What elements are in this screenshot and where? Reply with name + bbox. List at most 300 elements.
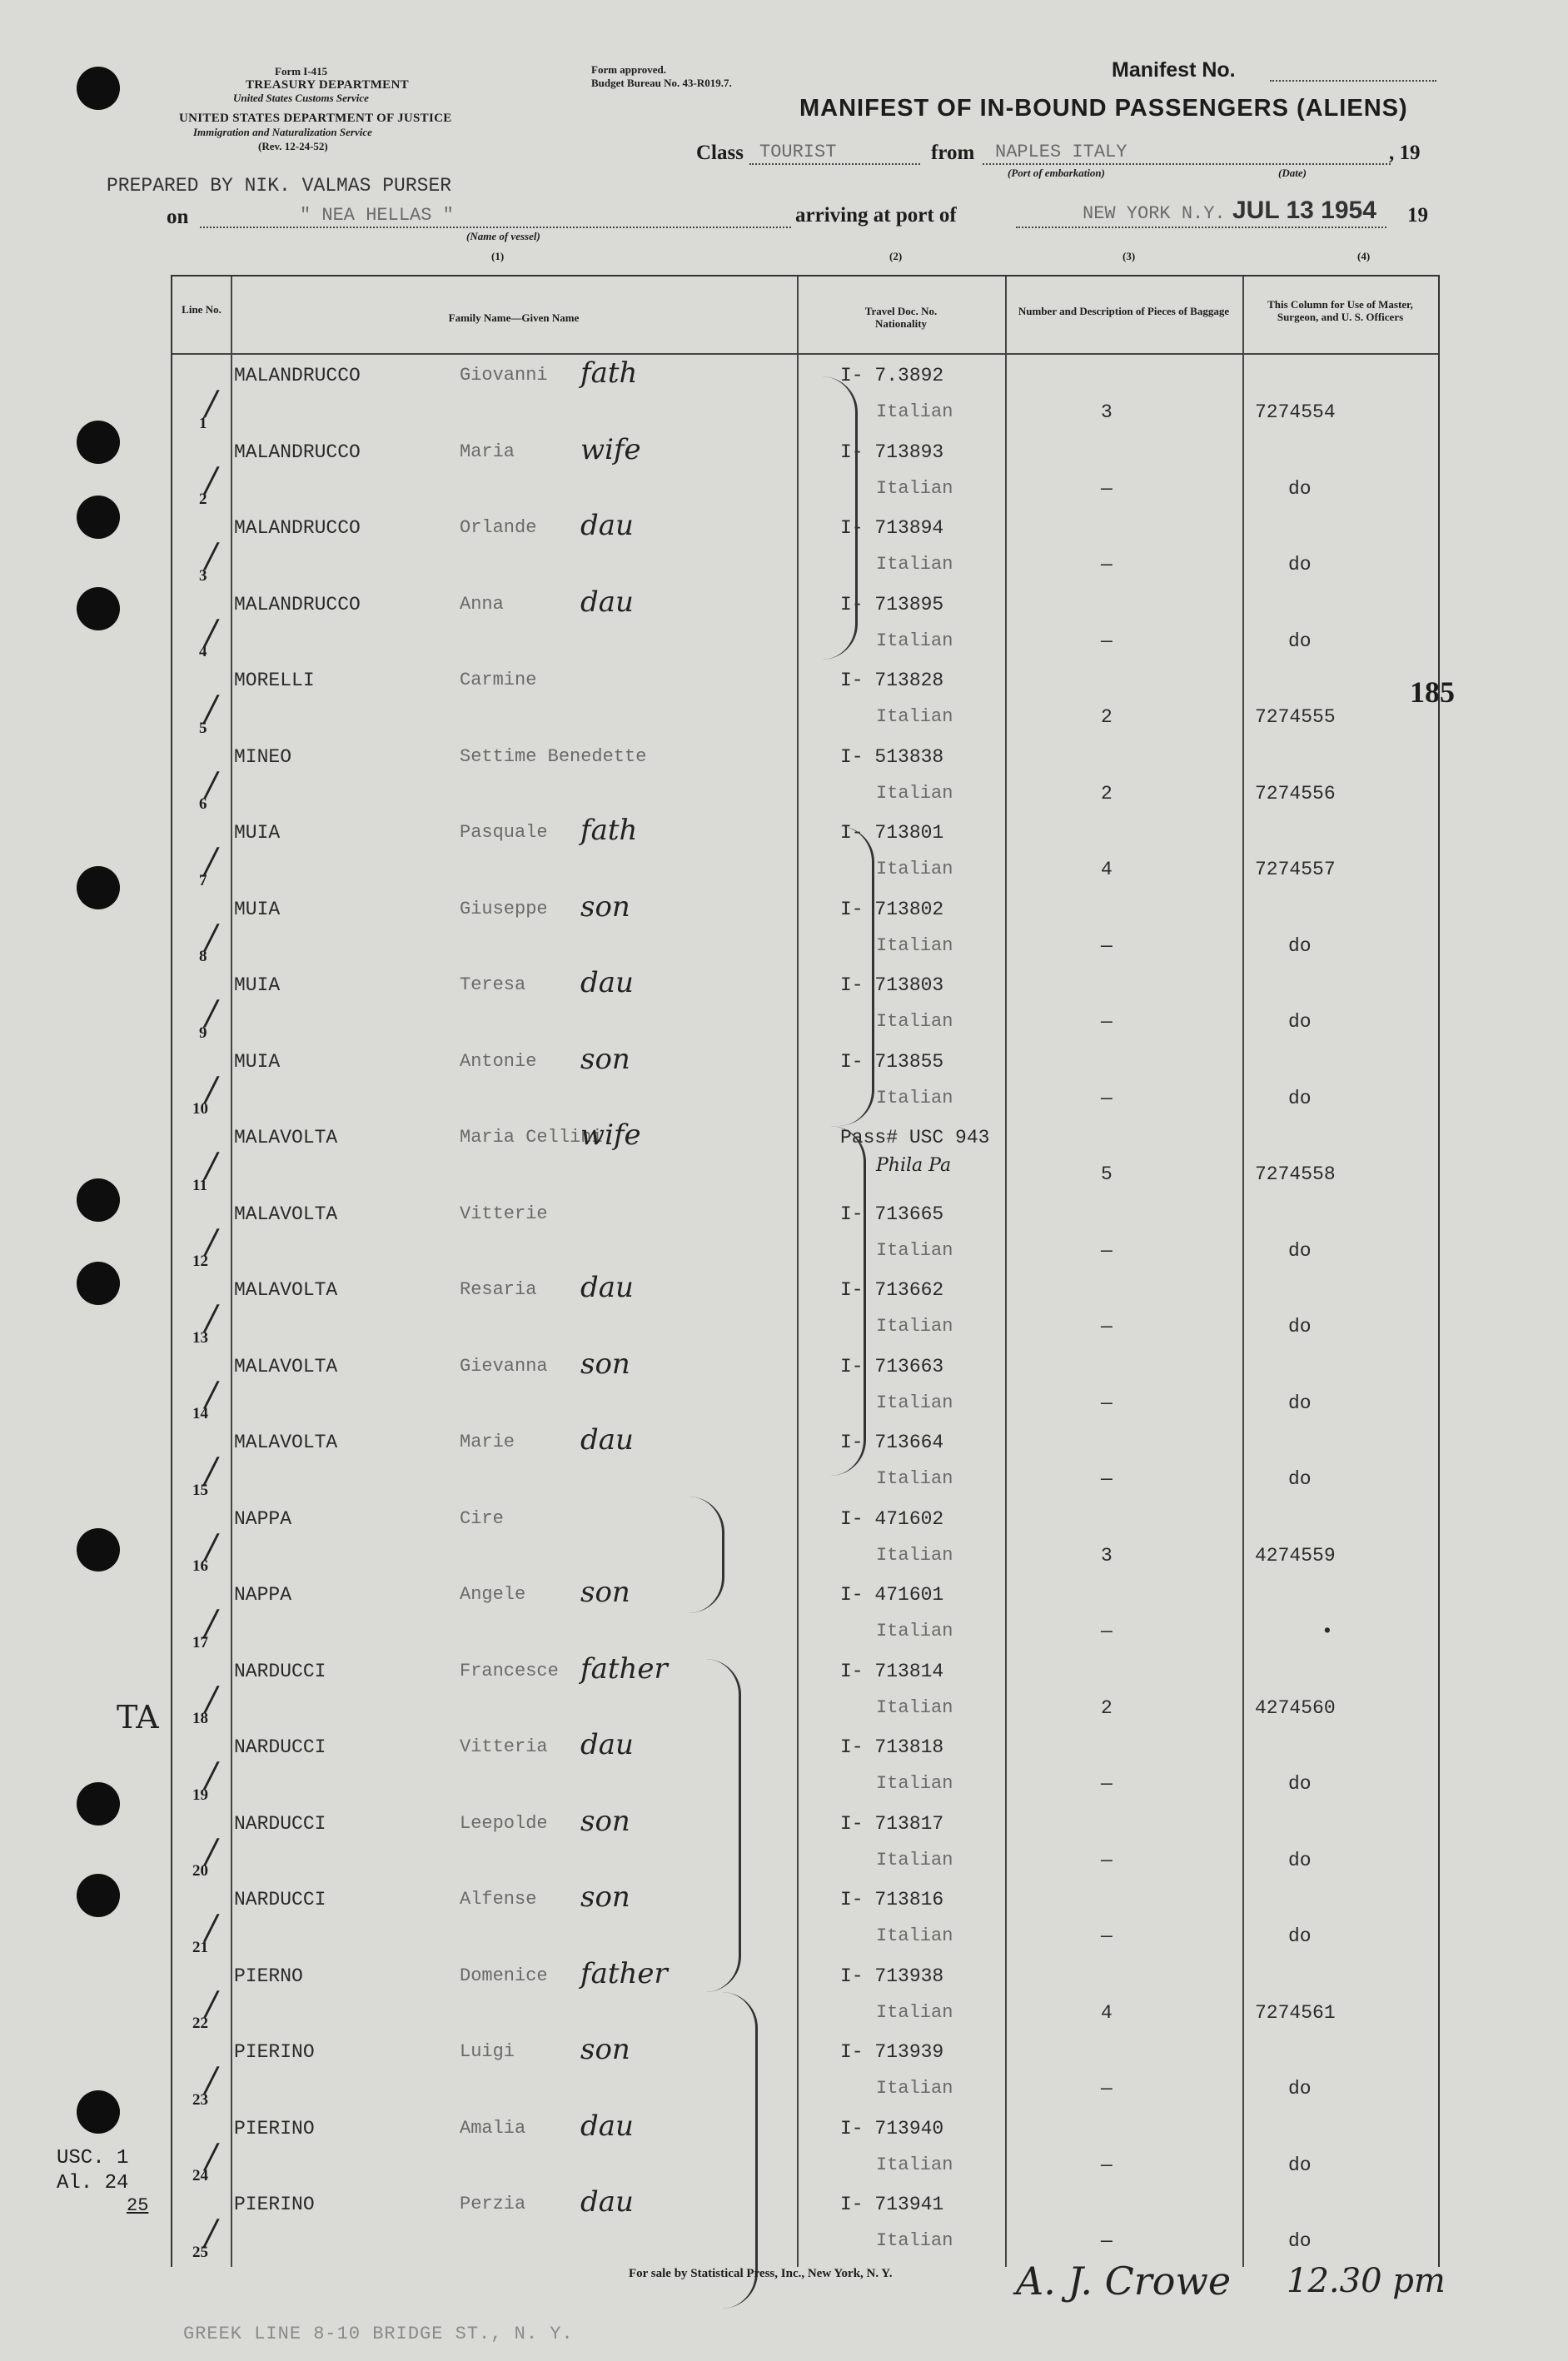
- table-row: [172, 1118, 1438, 1198]
- family-name: MORELLI: [234, 670, 315, 691]
- line-number: 23: [192, 2090, 208, 2109]
- travel-doc-number: I- 713801: [840, 822, 944, 844]
- from-label: from: [931, 142, 975, 164]
- check-mark: /: [206, 918, 217, 957]
- family-name: MUIA: [234, 822, 281, 844]
- travel-doc-number: I- 713664: [840, 1432, 944, 1453]
- nationality: Italian: [876, 859, 953, 879]
- arriving-line: [1016, 227, 1386, 228]
- baggage-count: 2: [1101, 1696, 1113, 1719]
- relationship-note: wife: [580, 1118, 641, 1152]
- baggage-count: —: [1101, 934, 1113, 957]
- nationality: Italian: [876, 2154, 953, 2175]
- year-label: , 19: [1389, 142, 1421, 164]
- officer-entry: do: [1288, 630, 1312, 652]
- officer-entry: 7274556: [1255, 782, 1336, 804]
- check-mark: /: [206, 537, 217, 575]
- check-mark: /: [206, 842, 217, 880]
- col-officers: This Column for Use of Master, Surgeon, and U. S. Officers: [1267, 298, 1413, 323]
- travel-doc-number: I- 713938: [840, 1965, 944, 1987]
- nationality: Italian: [876, 706, 953, 727]
- form-approved: Form approved.: [591, 63, 667, 76]
- baggage-count: —: [1101, 1087, 1113, 1109]
- vessel-caption: (Name of vessel): [466, 230, 540, 242]
- arriving-value: NEW YORK N.Y.: [1083, 203, 1226, 224]
- travel-doc-number: I- 713895: [840, 593, 944, 615]
- check-mark: /: [206, 2214, 217, 2252]
- family-name: PIERINO: [234, 2041, 315, 2063]
- officer-entry: do: [1288, 1239, 1312, 1262]
- line-number: 5: [199, 719, 207, 737]
- check-mark: /: [206, 2061, 217, 2099]
- given-name: Giuseppe: [460, 898, 548, 919]
- page-number: 185: [1410, 675, 1455, 709]
- from-line: [983, 163, 1391, 165]
- prepared-by: PREPARED BY NIK. VALMAS PURSER: [107, 175, 452, 197]
- relationship-note: dau: [580, 2109, 634, 2143]
- baggage-count: 5: [1101, 1163, 1113, 1185]
- given-name: Alfense: [460, 1889, 537, 1910]
- family-name: PIERINO: [234, 2117, 315, 2139]
- check-mark: /: [206, 1985, 217, 2024]
- line-number: 13: [192, 1328, 208, 1347]
- table-row: [172, 356, 1438, 436]
- travel-doc-number: I- 713816: [840, 1889, 944, 1910]
- table-row: [172, 1956, 1438, 2037]
- officer-entry: do: [1288, 1773, 1312, 1795]
- officer-entry: do: [1288, 2230, 1312, 2252]
- relationship-note: wife: [580, 432, 641, 466]
- family-name: MALANDRUCCO: [234, 365, 361, 386]
- line-number: 17: [192, 1633, 208, 1651]
- nationality: Italian: [876, 1087, 953, 1108]
- officer-entry: do: [1288, 2078, 1312, 2099]
- family-name: NARDUCCI: [234, 1660, 326, 1682]
- line-number: 2: [199, 491, 207, 508]
- table-row: [172, 966, 1438, 1046]
- officer-entry: •: [1322, 1621, 1333, 1642]
- nationality: Italian: [876, 782, 953, 804]
- given-name: Angele: [460, 1584, 526, 1605]
- officer-entry: do: [1288, 2154, 1312, 2176]
- check-mark: /: [206, 1147, 217, 1185]
- margin-usc: USC. 1: [57, 2147, 129, 2169]
- baggage-count: —: [1101, 2230, 1113, 2252]
- table-row: [172, 814, 1438, 894]
- table-row: [172, 1880, 1438, 1960]
- check-mark: /: [206, 2137, 217, 2176]
- line-number: 25: [192, 2243, 208, 2261]
- travel-doc-number: I- 713663: [840, 1355, 944, 1377]
- table-row: [172, 585, 1438, 665]
- revision: (Rev. 12-24-52): [258, 140, 328, 152]
- given-name: Perzia: [460, 2194, 526, 2214]
- officer-entry: do: [1288, 1392, 1312, 1414]
- form-number: Form I-415: [275, 65, 328, 77]
- travel-doc-number: I- 713662: [840, 1279, 944, 1301]
- officer-entry: 7274554: [1255, 401, 1336, 423]
- line-number: 9: [199, 1024, 207, 1042]
- baggage-count: —: [1101, 2154, 1113, 2176]
- publisher-stamp: GREEK LINE 8-10 BRIDGE ST., N. Y.: [183, 2324, 574, 2344]
- nationality: Phila Pa: [876, 1155, 952, 1176]
- class-label: Class: [696, 142, 744, 164]
- line-number: 11: [192, 1176, 207, 1194]
- given-name: Cire: [460, 1507, 504, 1529]
- relationship-note: dau: [580, 585, 634, 619]
- nationality: Italian: [876, 2001, 953, 2023]
- check-mark: /: [206, 1527, 217, 1567]
- sale-note: For sale by Statistical Press, Inc., New York, N. Y.: [629, 2267, 893, 2280]
- binder-hole: [77, 496, 120, 539]
- nationality: Italian: [876, 477, 953, 499]
- family-name: MALANDRUCCO: [234, 593, 361, 615]
- binder-hole: [77, 2090, 120, 2134]
- family-name: PIERINO: [234, 2194, 315, 2215]
- travel-doc-number: I- 713814: [840, 1660, 944, 1682]
- col-num-4: (4): [1357, 250, 1371, 262]
- family-name: MUIA: [234, 1050, 281, 1073]
- travel-doc-number: I- 713803: [840, 974, 944, 996]
- given-name: Vitteria: [460, 1736, 548, 1757]
- check-mark: /: [206, 994, 217, 1033]
- travel-doc-number: I- 713855: [840, 1050, 944, 1073]
- class-line: [749, 163, 920, 165]
- given-name: Maria Cellini: [460, 1127, 603, 1148]
- check-mark: /: [206, 1680, 217, 1719]
- table-row: [172, 1198, 1438, 1275]
- relationship-note: father: [580, 1651, 668, 1686]
- binder-hole: [77, 67, 120, 110]
- family-name: NARDUCCI: [234, 1889, 326, 1910]
- travel-doc-number: I- 713665: [840, 1203, 944, 1225]
- line-number: 1: [199, 414, 207, 432]
- family-name: MALAVOLTA: [234, 1432, 338, 1453]
- check-mark: /: [206, 385, 217, 423]
- header-divider: [172, 353, 1438, 355]
- baggage-count: 2: [1101, 706, 1113, 728]
- given-name: Settime Benedette: [460, 745, 647, 767]
- officer-entry: do: [1288, 1925, 1312, 1947]
- year-label-2: 19: [1407, 204, 1428, 227]
- relationship-note: dau: [580, 509, 634, 542]
- officer-entry: 7274557: [1255, 859, 1336, 880]
- officer-entry: 7274558: [1255, 1163, 1336, 1185]
- margin-note-ta: TA: [117, 1699, 159, 1736]
- col-baggage: Number and Description of Pieces of Baggage: [1018, 305, 1230, 317]
- relationship-note: dau: [580, 2185, 634, 2219]
- relationship-note: dau: [580, 966, 634, 999]
- travel-doc-number: Pass# USC 943: [840, 1127, 990, 1148]
- baggage-count: —: [1101, 1239, 1113, 1262]
- travel-doc-number: I- 713828: [840, 670, 944, 691]
- binder-hole: [77, 866, 120, 909]
- travel-doc-number: I- 713940: [840, 2117, 944, 2139]
- col-line-no: Line No.: [182, 303, 222, 316]
- nationality: Italian: [876, 934, 953, 956]
- margin-25: 25: [127, 2195, 149, 2216]
- given-name: Domenice: [460, 1965, 548, 1986]
- inspector-signature: A. J. Crowe: [1016, 2259, 1232, 2304]
- baggage-count: —: [1101, 1316, 1113, 1337]
- given-name: Marie: [460, 1432, 515, 1452]
- relationship-note: son: [580, 1880, 630, 1914]
- family-name: MUIA: [234, 898, 281, 920]
- table-row: [172, 509, 1438, 589]
- arriving-label: arriving at port of: [795, 204, 957, 227]
- arrival-date-stamp: JUL 13 1954: [1232, 197, 1376, 224]
- nationality: Italian: [876, 2078, 953, 2099]
- table-row: [172, 432, 1438, 513]
- relationship-note: son: [580, 1576, 630, 1609]
- nationality: Italian: [876, 554, 953, 575]
- manifest-title: MANIFEST OF IN-BOUND PASSENGERS (ALIENS): [799, 95, 1408, 122]
- manifest-no-line: [1270, 80, 1436, 82]
- officer-entry: do: [1288, 1316, 1312, 1337]
- class-value: TOURIST: [759, 142, 837, 162]
- travel-doc-number: I- 713802: [840, 898, 944, 920]
- family-name: PIERNO: [234, 1965, 303, 1987]
- manifest-no-label: Manifest No.: [1112, 58, 1236, 82]
- nationality: Italian: [876, 1544, 953, 1566]
- officer-entry: do: [1288, 1468, 1312, 1490]
- table-row: [172, 665, 1438, 741]
- baggage-count: 3: [1101, 401, 1113, 423]
- given-name: Luigi: [460, 2041, 515, 2062]
- travel-doc-number: I- 471601: [840, 1584, 944, 1606]
- line-number: 18: [192, 1710, 208, 1727]
- nationality: Italian: [876, 1696, 953, 1718]
- baggage-count: —: [1101, 1849, 1113, 1871]
- table-row: [172, 741, 1438, 818]
- nationality: Italian: [876, 1773, 953, 1794]
- baggage-count: —: [1101, 1392, 1113, 1414]
- table-row: [172, 1728, 1438, 1808]
- table-row: [172, 1423, 1438, 1503]
- relationship-note: son: [580, 2033, 630, 2066]
- baggage-count: —: [1101, 630, 1113, 652]
- line-number: 20: [192, 1862, 208, 1880]
- family-name: MINEO: [234, 745, 292, 768]
- given-name: Gievanna: [460, 1355, 548, 1377]
- relationship-note: fath: [580, 814, 638, 847]
- check-mark: /: [206, 1604, 217, 1642]
- family-name: MALAVOLTA: [234, 1203, 338, 1225]
- family-bracket: [705, 1659, 741, 1992]
- check-mark: /: [206, 1070, 217, 1109]
- customs-service: United States Customs Service: [233, 92, 369, 104]
- line-number: 4: [199, 643, 207, 660]
- given-name: Leepolde: [460, 1812, 548, 1834]
- relationship-note: son: [580, 1042, 630, 1076]
- nationality: Italian: [876, 1468, 953, 1489]
- line-number: 12: [192, 1253, 208, 1270]
- given-name: Anna: [460, 593, 504, 615]
- officer-entry: do: [1288, 1087, 1312, 1109]
- line-number: 14: [192, 1405, 208, 1422]
- check-mark: /: [206, 1756, 217, 1795]
- nationality: Italian: [876, 1621, 953, 1641]
- baggage-count: —: [1101, 1468, 1113, 1490]
- travel-doc-number: I- 471602: [840, 1507, 944, 1530]
- line-number: 22: [192, 2015, 208, 2032]
- check-mark: /: [206, 1832, 217, 1871]
- baggage-count: —: [1101, 554, 1113, 575]
- table-row: [172, 1576, 1438, 1656]
- given-name: Antonie: [460, 1050, 537, 1072]
- binder-hole: [77, 1782, 120, 1826]
- baggage-count: 4: [1101, 2001, 1113, 2024]
- check-mark: /: [206, 613, 217, 652]
- baggage-count: —: [1101, 1011, 1113, 1033]
- travel-doc-number: I- 7.3892: [840, 365, 944, 386]
- relationship-note: dau: [580, 1728, 634, 1761]
- line-number: 7: [199, 871, 207, 889]
- officer-entry: do: [1288, 554, 1312, 575]
- check-mark: /: [206, 1299, 217, 1337]
- check-mark: /: [206, 461, 217, 500]
- officer-entry: do: [1288, 1011, 1312, 1033]
- family-bracket: [839, 826, 874, 1126]
- nationality: Italian: [876, 630, 953, 651]
- relationship-note: son: [580, 1804, 630, 1838]
- family-name: NARDUCCI: [234, 1736, 326, 1758]
- port-embark-caption: (Port of embarkation): [1008, 167, 1105, 179]
- vessel-value: " NEA HELLAS ": [300, 205, 454, 226]
- given-name: Carmine: [460, 670, 537, 690]
- family-name: MALAVOLTA: [234, 1279, 338, 1301]
- nationality: Italian: [876, 1239, 953, 1261]
- table-row: [172, 2033, 1438, 2113]
- col-travel-doc: Travel Doc. No. Nationality: [864, 305, 938, 330]
- family-bracket: [689, 1497, 724, 1613]
- nationality: Italian: [876, 1925, 953, 1946]
- relationship-note: son: [580, 889, 630, 924]
- nationality: Italian: [876, 401, 953, 422]
- baggage-count: —: [1101, 477, 1113, 500]
- family-name: MUIA: [234, 974, 281, 996]
- given-name: Orlande: [460, 517, 537, 538]
- given-name: Pasquale: [460, 822, 548, 843]
- from-value: NAPLES ITALY: [995, 142, 1127, 162]
- travel-doc-number: I- 713941: [840, 2194, 944, 2215]
- travel-doc-number: I- 713893: [840, 441, 944, 463]
- binder-hole: [77, 421, 120, 464]
- nationality: Italian: [876, 1011, 953, 1032]
- family-name: MALANDRUCCO: [234, 441, 361, 463]
- passenger-table: [171, 275, 1440, 2267]
- family-name: NARDUCCI: [234, 1812, 326, 1835]
- check-mark: /: [206, 1223, 217, 1262]
- travel-doc-number: I- 713817: [840, 1812, 944, 1835]
- check-mark: /: [206, 1452, 217, 1490]
- family-bracket: [822, 376, 858, 660]
- travel-doc-number: I- 513838: [840, 745, 944, 768]
- relationship-note: son: [580, 1347, 630, 1381]
- relationship-note: dau: [580, 1271, 634, 1304]
- table-row: [172, 1271, 1438, 1351]
- baggage-count: 4: [1101, 859, 1113, 880]
- ins-service: Immigration and Naturalization Service: [193, 126, 372, 138]
- given-name: Giovanni: [460, 365, 548, 386]
- officer-entry: 7274555: [1255, 706, 1336, 728]
- treasury-dept: TREASURY DEPARTMENT: [246, 78, 409, 92]
- col-num-3: (3): [1122, 250, 1136, 262]
- travel-doc-number: I- 713818: [840, 1736, 944, 1758]
- baggage-count: —: [1101, 1925, 1113, 1947]
- line-number: 3: [199, 566, 207, 585]
- officer-entry: do: [1288, 934, 1312, 957]
- family-name: MALAVOLTA: [234, 1355, 338, 1377]
- given-name: Amalia: [460, 2117, 526, 2139]
- baggage-count: 3: [1101, 1544, 1113, 1567]
- family-name: NAPPA: [234, 1507, 292, 1530]
- vessel-line: [200, 227, 791, 228]
- binder-hole: [77, 1178, 120, 1222]
- signature-time: 12.30 pm: [1287, 2262, 1446, 2300]
- given-name: Resaria: [460, 1279, 537, 1300]
- baggage-count: —: [1101, 2078, 1113, 2099]
- col-num-2: (2): [889, 250, 903, 262]
- nationality: Italian: [876, 1849, 953, 1870]
- given-name: Maria: [460, 441, 515, 462]
- justice-dept: UNITED STATES DEPARTMENT OF JUSTICE: [179, 112, 452, 125]
- table-row: [172, 2109, 1438, 2189]
- table-row: [172, 1651, 1438, 1732]
- family-bracket: [830, 1126, 866, 1476]
- nationality: Italian: [876, 1392, 953, 1413]
- check-mark: /: [206, 690, 217, 728]
- table-row: [172, 889, 1438, 970]
- line-number: 24: [192, 2167, 208, 2184]
- relationship-note: father: [580, 1956, 668, 1990]
- officer-entry: do: [1288, 1849, 1312, 1871]
- line-number: 19: [192, 1786, 208, 1804]
- line-number: 16: [192, 1557, 208, 1575]
- family-bracket: [722, 1992, 758, 2309]
- nationality: Italian: [876, 1316, 953, 1337]
- table-row: [172, 1347, 1438, 1427]
- travel-doc-number: I- 713894: [840, 517, 944, 539]
- baggage-count: —: [1101, 1621, 1113, 1642]
- line-number: 21: [192, 1938, 208, 1956]
- officer-entry: 4274560: [1255, 1696, 1336, 1719]
- officer-entry: 7274561: [1255, 2001, 1336, 2024]
- line-number: 6: [199, 795, 207, 813]
- relationship-note: fath: [580, 356, 638, 390]
- col-num-1: (1): [491, 250, 505, 262]
- check-mark: /: [206, 765, 217, 804]
- family-name: MALAVOLTA: [234, 1127, 338, 1148]
- table-row: [172, 1804, 1438, 1885]
- binder-hole: [77, 587, 120, 630]
- family-name: NAPPA: [234, 1584, 292, 1606]
- check-mark: /: [206, 1375, 217, 1414]
- date-caption: (Date): [1278, 167, 1307, 179]
- binder-hole: [77, 1528, 120, 1572]
- col-name: Family Name—Given Name: [448, 311, 580, 324]
- baggage-count: —: [1101, 1773, 1113, 1795]
- nationality: Italian: [876, 2230, 953, 2251]
- officer-entry: do: [1288, 477, 1312, 500]
- given-name: Francesce: [460, 1660, 559, 1681]
- budget-bureau: Budget Bureau No. 43-R019.7.: [591, 77, 732, 89]
- relationship-note: dau: [580, 1423, 634, 1457]
- travel-doc-number: I- 713939: [840, 2041, 944, 2063]
- given-name: Teresa: [460, 974, 526, 995]
- table-row: [172, 1042, 1438, 1123]
- margin-al: Al. 24: [57, 2172, 129, 2194]
